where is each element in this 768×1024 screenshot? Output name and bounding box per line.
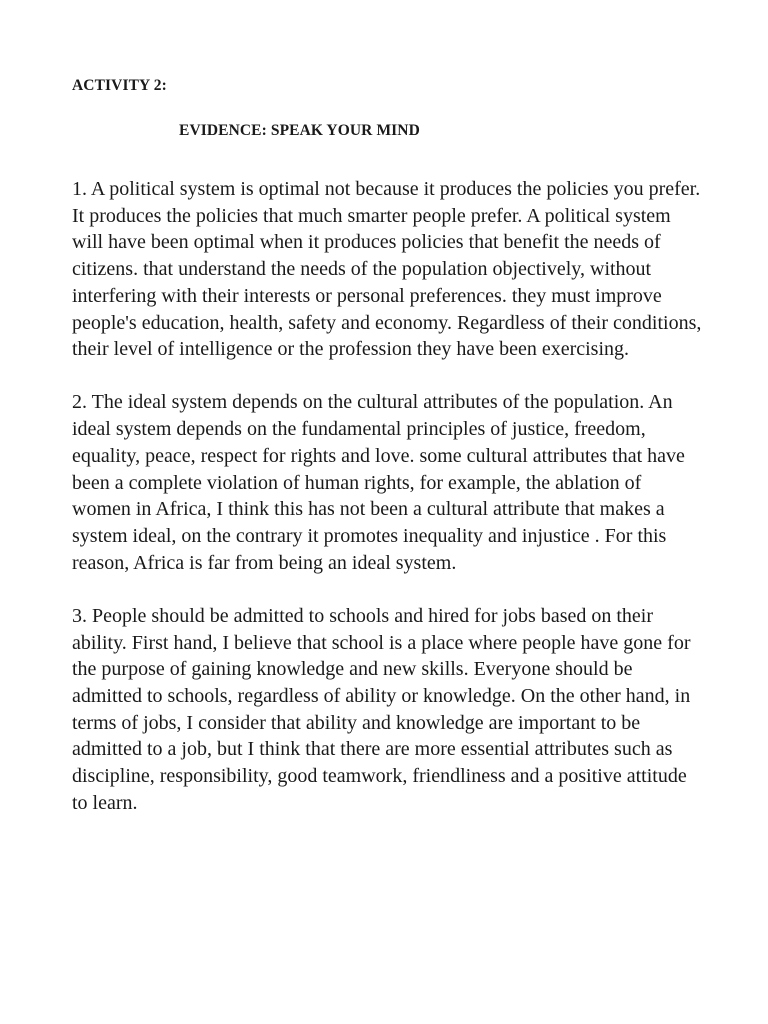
section-title: EVIDENCE: SPEAK YOUR MIND [179, 122, 420, 139]
answers-list [72, 176, 702, 843]
activity-title: ACTIVITY 2: [72, 77, 167, 94]
answer-paragraph-2: 2. The ideal system depends on the cultural attributes of the population. An ideal system depends on the fundamental principles of justice, freedom, equality, peace, respect for rights and love. some cultural attributes that have been a complete violation of human rights, for example, the ablation of women in Africa, I think this has not been a cultural attribute that makes a system ideal, on the contrary it promotes inequality and injustice . For this reason, Africa is far from being an ideal system. [72, 391, 685, 574]
answer-paragraph-3: 3. People should be admitted to schools and hired for jobs based on their ability. First hand, I believe that school is a place where people have gone for the purpose of gaining knowledge and new skills. Everyone should be admitted to schools, regardless of ability or knowledge. On the other hand, in terms of jobs, I consider that ability and knowledge are important to be admitted to a job, but I think that there are more essential attributes such as discipline, responsibility, good teamwork, friendliness and a positive attitude to learn. [72, 604, 691, 814]
answer-paragraph-1: 1. A political system is optimal not because it produces the policies you prefer. It produces the policies that much smarter people prefer. A political system will have been optimal when it produces policies that benefit the needs of citizens. that understand the needs of the population objectively, without interfering with their interests or personal preferences. they must improve people's education, health, safety and economy. Regardless of their conditions, their level of intelligence or the profession they have been exercising. [72, 178, 702, 361]
